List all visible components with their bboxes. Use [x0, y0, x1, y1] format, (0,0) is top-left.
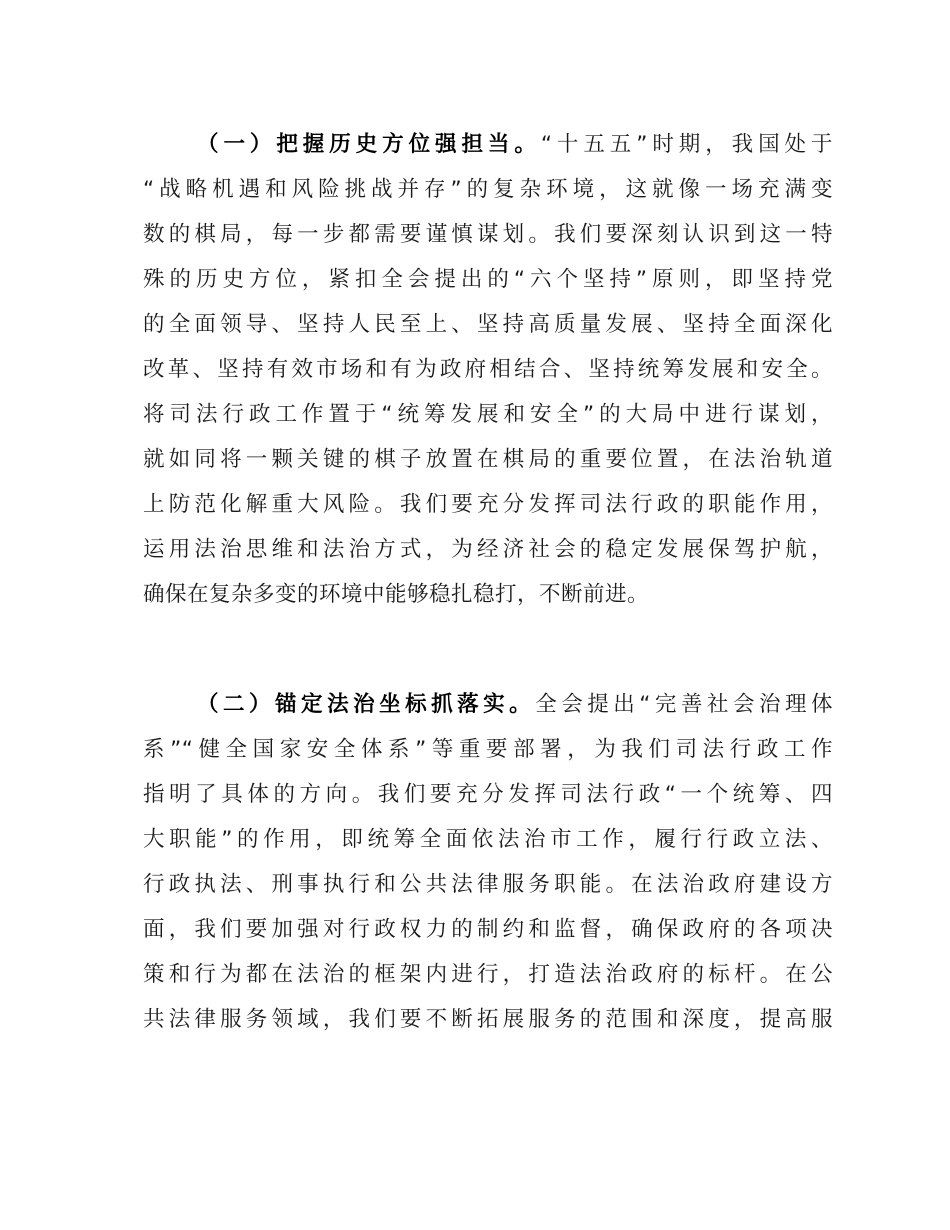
paragraph-2-line-6: 面，我们要加强对行政权力的制约和监督，确保政府的各项决	[143, 917, 833, 942]
paragraph-2-line-7: 策和行为都在法治的框架内进行，打造法治政府的标杆。在公	[143, 962, 833, 987]
paragraph-2-heading: （二）锚定法治坐标抓落实。	[197, 692, 536, 717]
paragraph-1-line-9: 上防范化解重大风险。我们要充分发挥司法行政的职能作用，	[143, 492, 833, 517]
paragraph-2-line-2: 系”“健全国家安全体系”等重要部署，为我们司法行政工作	[143, 737, 833, 762]
paragraph-2-line-5: 行政执法、刑事执行和公共法律服务职能。在法治政府建设方	[143, 872, 833, 897]
paragraph-1-line-4: 殊的历史方位，紧扣全会提出的“六个坚持”原则，即坚持党	[143, 267, 833, 292]
paragraph-1-line-2: “战略机遇和风险挑战并存”的复杂环境，这就像一场充满变	[143, 177, 833, 202]
paragraph-2-line-4: 大职能”的作用，即统筹全面依法治市工作，履行行政立法、	[143, 827, 833, 852]
paragraph-1-line-6: 改革、坚持有效市场和有为政府相结合、坚持统筹发展和安全。	[143, 357, 833, 382]
paragraph-2-line-3: 指明了具体的方向。我们要充分发挥司法行政“一个统筹、四	[143, 782, 833, 807]
paragraph-1-heading: （一）把握历史方位强担当。	[197, 132, 541, 157]
paragraph-2	[143, 682, 833, 1042]
paragraph-1-line-3: 数的棋局，每一步都需要谨慎谋划。我们要深刻认识到这一特	[143, 222, 833, 247]
paragraph-2-line-1	[143, 682, 833, 727]
paragraph-1-line-10: 运用法治思维和法治方式，为经济社会的稳定发展保驾护航，	[143, 537, 833, 562]
paragraph-1-line-11: 确保在复杂多变的环境中能够稳扎稳打，不断前进。	[143, 582, 650, 607]
paragraph-1-line-5: 的全面领导、坚持人民至上、坚持高质量发展、坚持全面深化	[143, 312, 833, 337]
paragraph-1-line-8: 就如同将一颗关键的棋子放置在棋局的重要位置，在法治轨道	[143, 447, 833, 472]
paragraph-1-line-1	[143, 122, 833, 167]
paragraph-1	[143, 122, 833, 617]
paragraph-1-line-7: 将司法行政工作置于“统筹发展和安全”的大局中进行谋划，	[143, 402, 833, 427]
paragraph-2-line-1-text: 全会提出“完善社会治理体	[535, 692, 833, 717]
paragraph-1-line-1-text: “十五五”时期，我国处于	[540, 132, 833, 157]
paragraph-2-line-8: 共法律服务领域，我们要不断拓展服务的范围和深度，提高服	[143, 1007, 833, 1032]
